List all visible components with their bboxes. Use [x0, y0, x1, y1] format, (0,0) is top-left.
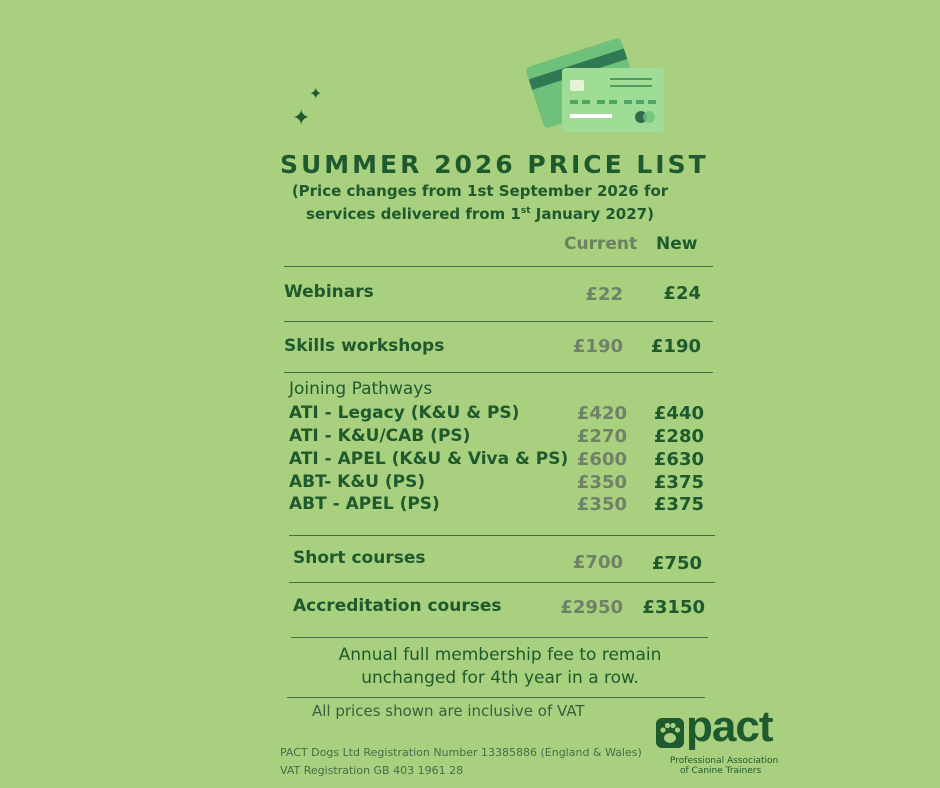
divider	[284, 321, 713, 322]
joining-pathways-heading: Joining Pathways	[289, 379, 433, 399]
divider	[284, 266, 713, 267]
divider	[284, 372, 713, 373]
membership-note	[300, 644, 700, 690]
divider	[289, 535, 715, 536]
row-label-short-courses: Short courses	[293, 548, 426, 568]
row-label-accreditation-courses: Accreditation courses	[293, 596, 502, 616]
divider	[289, 582, 715, 583]
page-title: SUMMER 2026 PRICE LIST	[280, 150, 709, 179]
membership-note-line-1: Annual full membership fee to remain	[338, 645, 662, 665]
column-header-current: Current	[564, 234, 638, 254]
price-current-skills-workshops: £190	[572, 336, 623, 357]
subtitle-line-1: (Price changes from 1st September 2026 for	[291, 182, 669, 200]
price-new-skills-workshops: £190	[650, 336, 701, 357]
divider	[291, 637, 708, 638]
registration-number: PACT Dogs Ltd Registration Number 13385886 (England & Wales)	[280, 746, 642, 759]
pathway-price-new: £440	[653, 403, 704, 424]
logo-wordmark: pact	[686, 702, 773, 751]
credit-cards-icon	[524, 22, 669, 137]
pathway-price-new: £630	[653, 449, 704, 470]
sparkle-icon-large: ✦	[292, 106, 311, 131]
sparkle-icon-small: ✦	[309, 84, 323, 103]
pathway-label: ATI - Legacy (K&U & PS)	[289, 403, 520, 423]
divider	[287, 697, 705, 698]
logo-subtitle-line-1: Professional Association	[670, 756, 779, 766]
membership-note-line-2: unchanged for 4th year in a row.	[361, 668, 639, 688]
vat-note: All prices shown are inclusive of VAT	[312, 702, 585, 720]
pathway-label: ABT - APEL (PS)	[289, 494, 440, 514]
price-new-short-courses: £750	[651, 553, 702, 574]
pathway-price-new: £375	[653, 494, 704, 515]
logo-subtitle-line-2: of Canine Trainers	[680, 766, 762, 776]
pathway-price-current: £270	[576, 426, 627, 447]
price-current-webinars: £22	[585, 284, 623, 305]
pathway-price-new: £375	[653, 472, 704, 493]
pathway-price-current: £600	[576, 449, 627, 470]
price-new-accreditation-courses: £3150	[642, 597, 705, 618]
pathway-label: ABT- K&U (PS)	[289, 472, 426, 492]
subtitle-line-2: services delivered from 1st January 2027)	[306, 205, 654, 223]
vat-registration: VAT Registration GB 403 1961 28	[280, 764, 464, 777]
column-header-new: New	[656, 234, 698, 254]
pathway-price-current: £420	[576, 403, 627, 424]
price-new-webinars: £24	[663, 283, 701, 304]
paw-icon	[656, 718, 684, 748]
pathway-price-new: £280	[653, 426, 704, 447]
price-current-accreditation-courses: £2950	[560, 597, 623, 618]
row-label-skills-workshops: Skills workshops	[284, 336, 445, 356]
price-current-short-courses: £700	[572, 552, 623, 573]
pathway-label: ATI - APEL (K&U & Viva & PS)	[289, 449, 569, 469]
pathway-price-current: £350	[576, 472, 627, 493]
pathway-label: ATI - K&U/CAB (PS)	[289, 426, 471, 446]
page-subtitle	[280, 180, 680, 226]
pathway-price-current: £350	[576, 494, 627, 515]
row-label-webinars: Webinars	[284, 282, 374, 302]
